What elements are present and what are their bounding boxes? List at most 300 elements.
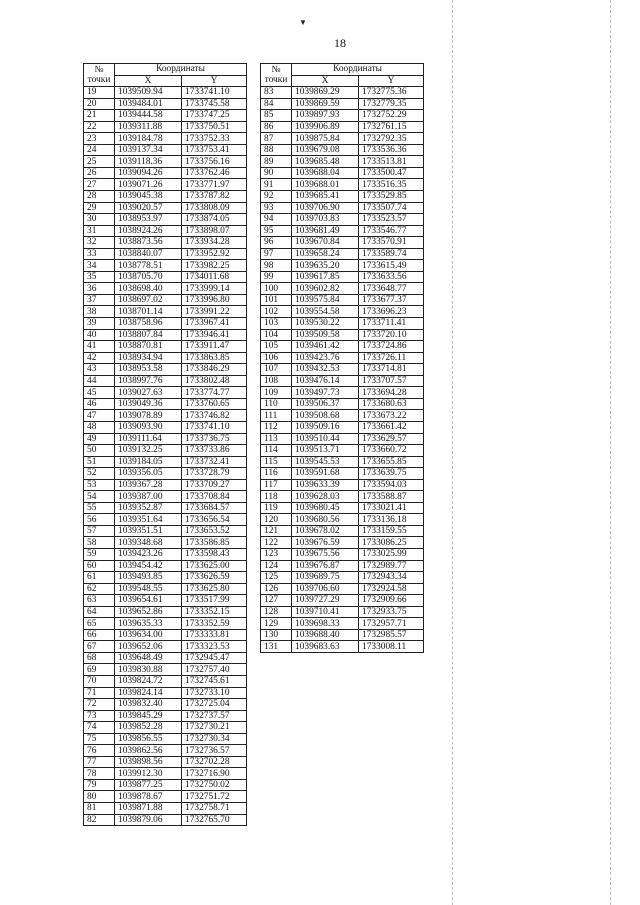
x-coordinate-cell: 1038698.40 [115,283,182,295]
x-coordinate-cell: 1039137.34 [115,144,182,156]
point-number-cell: 31 [84,225,115,237]
point-number-cell: 101 [261,294,292,306]
point-number-cell: 99 [261,271,292,283]
table-row [84,375,247,387]
x-coordinate-cell: 1039832.40 [115,699,182,711]
point-number-cell: 49 [84,433,115,445]
table-row [261,421,424,433]
table-row [261,479,424,491]
x-coordinate-cell: 1038697.02 [115,294,182,306]
y-coordinate-cell: 1733802.48 [182,375,247,387]
table-row [84,237,247,249]
x-coordinate-cell: 1039706.60 [292,583,359,595]
x-coordinate-cell: 1039869.59 [292,98,359,110]
table-row [84,803,247,815]
x-coordinate-cell: 1039094.26 [115,167,182,179]
point-number-cell: 111 [261,410,292,422]
y-coordinate-cell: 1733086.25 [359,537,424,549]
point-number-cell: 120 [261,514,292,526]
table-row [261,121,424,133]
x-coordinate-cell: 1039049.36 [115,398,182,410]
x-coordinate-cell: 1039454.42 [115,560,182,572]
point-number-cell: 94 [261,214,292,226]
point-number-cell: 83 [261,87,292,99]
table-row [84,525,247,537]
y-coordinate-cell: 1733513.81 [359,156,424,168]
point-number-cell: 98 [261,260,292,272]
point-number-cell: 20 [84,98,115,110]
x-coordinate-cell: 1039824.14 [115,687,182,699]
table-row [84,352,247,364]
x-coordinate-cell: 1039680.45 [292,502,359,514]
y-coordinate-cell: 1733680.63 [359,398,424,410]
point-number-cell: 33 [84,248,115,260]
table-row [84,699,247,711]
table-row [84,583,247,595]
x-coordinate-cell: 1039652.06 [115,641,182,653]
x-coordinate-cell: 1039351.51 [115,525,182,537]
x-coordinate-cell: 1039423.76 [292,352,359,364]
point-number-cell: 48 [84,421,115,433]
y-coordinate-cell: 1732737.57 [182,710,247,722]
y-coordinate-cell: 1732750.02 [182,779,247,791]
x-coordinate-cell: 1039635.20 [292,260,359,272]
table-row [84,87,247,99]
x-coordinate-cell: 1039352.87 [115,502,182,514]
table-row [261,98,424,110]
table-row [84,133,247,145]
point-number-cell: 124 [261,560,292,572]
y-coordinate-cell: 1732733.10 [182,687,247,699]
x-coordinate-cell: 1038953.58 [115,364,182,376]
point-number-cell: 117 [261,479,292,491]
point-number-cell: 107 [261,364,292,376]
y-coordinate-cell: 1732989.77 [359,560,424,572]
point-number-cell: 76 [84,745,115,757]
table-row [84,283,247,295]
point-number-cell: 63 [84,595,115,607]
y-coordinate-cell: 1732775.36 [359,87,424,99]
point-number-cell: 89 [261,156,292,168]
table-row [261,606,424,618]
scan-mark: ▼ [299,18,307,27]
y-coordinate-cell: 1733025.99 [359,548,424,560]
table-row [84,214,247,226]
x-coordinate-cell: 1038873.56 [115,237,182,249]
y-coordinate-cell: 1733677.37 [359,294,424,306]
x-coordinate-cell: 1039685.48 [292,156,359,168]
point-number-cell: 24 [84,144,115,156]
x-coordinate-cell: 1039824.72 [115,675,182,687]
point-number-cell: 38 [84,306,115,318]
point-number-cell: 95 [261,225,292,237]
coordinates-table-left [83,63,247,826]
table-row [84,722,247,734]
x-coordinate-cell: 1039484.01 [115,98,182,110]
y-coordinate-cell: 1733629.57 [359,433,424,445]
table-row [261,375,424,387]
table-row [84,318,247,330]
x-coordinate-cell: 1039493.85 [115,572,182,584]
x-coordinate-cell: 1039118.36 [115,156,182,168]
point-number-cell: 57 [84,525,115,537]
point-number-cell: 60 [84,560,115,572]
y-coordinate-cell: 1733516.35 [359,179,424,191]
y-coordinate-cell: 1732736.57 [182,745,247,757]
point-number-cell: 81 [84,803,115,815]
point-number-cell: 96 [261,237,292,249]
point-number-cell: 123 [261,548,292,560]
table-row [84,814,247,826]
y-coordinate-cell: 1733625.80 [182,583,247,595]
x-coordinate-cell: 1039311.88 [115,121,182,133]
x-coordinate-cell: 1039530.22 [292,318,359,330]
table-row [261,167,424,179]
x-coordinate-cell: 1039545.53 [292,456,359,468]
point-number-cell: 110 [261,398,292,410]
y-coordinate-cell: 1733771.97 [182,179,247,191]
y-coordinate-cell: 1733714.81 [359,364,424,376]
point-number-cell: 85 [261,110,292,122]
y-coordinate-cell: 1733733.86 [182,445,247,457]
y-coordinate-cell: 1733633.56 [359,271,424,283]
point-number-cell: 80 [84,791,115,803]
point-number-cell: 71 [84,687,115,699]
point-number-cell: 44 [84,375,115,387]
y-coordinate-cell: 1733760.65 [182,398,247,410]
table-row [261,560,424,572]
y-coordinate-cell: 1734011.68 [182,271,247,283]
table-row [84,791,247,803]
y-coordinate-cell: 1733967.41 [182,318,247,330]
table-row [84,502,247,514]
y-coordinate-cell: 1733517.99 [182,595,247,607]
point-number-cell: 82 [84,814,115,826]
point-number-cell: 26 [84,167,115,179]
x-coordinate-cell: 1039444.58 [115,110,182,122]
y-coordinate-cell: 1733946.41 [182,329,247,341]
point-number-cell: 54 [84,491,115,503]
y-coordinate-cell: 1733639.75 [359,468,424,480]
y-coordinate-cell: 1733750.51 [182,121,247,133]
table-row [84,191,247,203]
y-coordinate-cell: 1733660.72 [359,445,424,457]
table-row [261,156,424,168]
x-coordinate-cell: 1039132.25 [115,445,182,457]
point-number-cell: 103 [261,318,292,330]
x-coordinate-cell: 1039575.84 [292,294,359,306]
point-number-cell: 22 [84,121,115,133]
y-coordinate-cell: 1733323.53 [182,641,247,653]
point-number-cell: 75 [84,733,115,745]
point-number-cell: 93 [261,202,292,214]
header-num-sub: точки [264,75,288,86]
x-coordinate-cell: 1039497.73 [292,387,359,399]
x-coordinate-cell: 1039635.33 [115,618,182,630]
point-number-cell: 69 [84,664,115,676]
y-coordinate-cell: 1733594.03 [359,479,424,491]
y-coordinate-cell: 1733588.87 [359,491,424,503]
table-row [84,618,247,630]
y-coordinate-cell: 1733991.22 [182,306,247,318]
point-number-cell: 128 [261,606,292,618]
table-row [261,225,424,237]
y-coordinate-cell: 1732745.61 [182,675,247,687]
x-coordinate-cell: 1039688.01 [292,179,359,191]
x-coordinate-cell: 1038807.84 [115,329,182,341]
y-coordinate-cell: 1733728.79 [182,468,247,480]
y-coordinate-cell: 1733741.10 [182,87,247,99]
point-number-cell: 59 [84,548,115,560]
table-row [261,502,424,514]
table-row [84,491,247,503]
x-coordinate-cell: 1038705.70 [115,271,182,283]
x-coordinate-cell: 1039617.85 [292,271,359,283]
table-row [84,248,247,260]
y-coordinate-cell: 1733736.75 [182,433,247,445]
point-number-cell: 113 [261,433,292,445]
table-row [261,306,424,318]
point-number-cell: 106 [261,352,292,364]
y-coordinate-cell: 1733999.14 [182,283,247,295]
x-coordinate-cell: 1039628.03 [292,491,359,503]
y-coordinate-cell: 1732761.15 [359,121,424,133]
table-row [261,514,424,526]
table-row [84,167,247,179]
y-coordinate-cell: 1733753.41 [182,144,247,156]
table-row [261,87,424,99]
table-row [261,468,424,480]
x-coordinate-cell: 1039367.28 [115,479,182,491]
x-coordinate-cell: 1039461.42 [292,341,359,353]
y-coordinate-cell: 1733656.54 [182,514,247,526]
y-coordinate-cell: 1733745.58 [182,98,247,110]
scan-edge-line [610,0,611,905]
x-coordinate-cell: 1039591.68 [292,468,359,480]
y-coordinate-cell: 1732945.47 [182,652,247,664]
x-coordinate-cell: 1039548.55 [115,583,182,595]
y-coordinate-cell: 1733952.92 [182,248,247,260]
y-coordinate-cell: 1733333.81 [182,629,247,641]
x-coordinate-cell: 1039912.30 [115,768,182,780]
point-number-cell: 51 [84,456,115,468]
point-number-cell: 70 [84,675,115,687]
x-coordinate-cell: 1039387.00 [115,491,182,503]
y-coordinate-cell: 1733661.42 [359,421,424,433]
table-row [261,410,424,422]
y-coordinate-cell: 1733523.57 [359,214,424,226]
table-row [84,710,247,722]
table-row [84,560,247,572]
x-coordinate-cell: 1039897.93 [292,110,359,122]
x-coordinate-cell: 1039423.26 [115,548,182,560]
header-num-label: № [94,65,104,76]
point-number-cell: 118 [261,491,292,503]
header-point-number [261,64,292,87]
x-coordinate-cell: 1039683.63 [292,641,359,653]
point-number-cell: 72 [84,699,115,711]
x-coordinate-cell: 1039045.38 [115,191,182,203]
table-row [84,410,247,422]
table-row [261,271,424,283]
point-number-cell: 129 [261,618,292,630]
table-row [261,433,424,445]
point-number-cell: 65 [84,618,115,630]
x-coordinate-cell: 1039634.00 [115,629,182,641]
x-coordinate-cell: 1039830.88 [115,664,182,676]
y-coordinate-cell: 1732909.66 [359,595,424,607]
point-number-cell: 25 [84,156,115,168]
table-row [84,110,247,122]
point-number-cell: 67 [84,641,115,653]
x-coordinate-cell: 1039020.57 [115,202,182,214]
y-coordinate-cell: 1732792.35 [359,133,424,145]
table-row [84,548,247,560]
y-coordinate-cell: 1733808.09 [182,202,247,214]
y-coordinate-cell: 1733746.82 [182,410,247,422]
x-coordinate-cell: 1039852.28 [115,722,182,734]
table-row [261,110,424,122]
point-number-cell: 121 [261,525,292,537]
point-number-cell: 131 [261,641,292,653]
table-row [84,733,247,745]
table-row [84,629,247,641]
point-number-cell: 74 [84,722,115,734]
point-number-cell: 56 [84,514,115,526]
table-row [84,294,247,306]
table-row [261,525,424,537]
point-number-cell: 108 [261,375,292,387]
table-row [261,572,424,584]
point-number-cell: 97 [261,248,292,260]
point-number-cell: 29 [84,202,115,214]
y-coordinate-cell: 1733536.36 [359,144,424,156]
table-row [84,121,247,133]
y-coordinate-cell: 1733774.77 [182,387,247,399]
table-row [84,675,247,687]
y-coordinate-cell: 1732924.58 [359,583,424,595]
y-coordinate-cell: 1733724.86 [359,341,424,353]
point-number-cell: 100 [261,283,292,295]
point-number-cell: 36 [84,283,115,295]
point-number-cell: 91 [261,179,292,191]
y-coordinate-cell: 1732757.40 [182,664,247,676]
table-row [261,595,424,607]
x-coordinate-cell: 1038924.26 [115,225,182,237]
y-coordinate-cell: 1733787.82 [182,191,247,203]
table-row [261,398,424,410]
x-coordinate-cell: 1039679.08 [292,144,359,156]
point-number-cell: 66 [84,629,115,641]
point-number-cell: 55 [84,502,115,514]
table-row [84,179,247,191]
y-coordinate-cell: 1732730.21 [182,722,247,734]
y-coordinate-cell: 1733684.57 [182,502,247,514]
y-coordinate-cell: 1733726.11 [359,352,424,364]
y-coordinate-cell: 1733846.29 [182,364,247,376]
x-coordinate-cell: 1039856.55 [115,733,182,745]
point-number-cell: 130 [261,629,292,641]
table-row [84,779,247,791]
y-coordinate-cell: 1732702.28 [182,756,247,768]
table-row [261,456,424,468]
x-coordinate-cell: 1038840.07 [115,248,182,260]
x-coordinate-cell: 1039675.56 [292,548,359,560]
x-coordinate-cell: 1039071.26 [115,179,182,191]
x-coordinate-cell: 1039078.89 [115,410,182,422]
table-row [84,756,247,768]
point-number-cell: 87 [261,133,292,145]
point-number-cell: 119 [261,502,292,514]
x-coordinate-cell: 1039689.75 [292,572,359,584]
table-row [261,352,424,364]
page-number: 18 [334,36,346,50]
table-row [261,179,424,191]
table-row [261,214,424,226]
table-row [84,468,247,480]
table-row [84,156,247,168]
y-coordinate-cell: 1733696.23 [359,306,424,318]
table-row [261,364,424,376]
x-coordinate-cell: 1039658.24 [292,248,359,260]
x-coordinate-cell: 1039093.90 [115,421,182,433]
x-coordinate-cell: 1039356.05 [115,468,182,480]
x-coordinate-cell: 1039184.05 [115,456,182,468]
header-x: X [115,75,182,87]
x-coordinate-cell: 1039688.04 [292,167,359,179]
x-coordinate-cell: 1038758.96 [115,318,182,330]
x-coordinate-cell: 1039648.49 [115,652,182,664]
y-coordinate-cell: 1733863.85 [182,352,247,364]
y-coordinate-cell: 1733021.41 [359,502,424,514]
point-number-cell: 115 [261,456,292,468]
y-coordinate-cell: 1733673.22 [359,410,424,422]
coordinates-table-right [260,63,424,653]
y-coordinate-cell: 1733732.41 [182,456,247,468]
table-row [261,641,424,653]
x-coordinate-cell: 1039348.68 [115,537,182,549]
y-coordinate-cell: 1733982.25 [182,260,247,272]
y-coordinate-cell: 1732758.71 [182,803,247,815]
table-row [84,572,247,584]
x-coordinate-cell: 1039680.56 [292,514,359,526]
table-row [261,318,424,330]
point-number-cell: 21 [84,110,115,122]
x-coordinate-cell: 1039676.87 [292,560,359,572]
point-number-cell: 114 [261,445,292,457]
x-coordinate-cell: 1039508.68 [292,410,359,422]
x-coordinate-cell: 1039351.64 [115,514,182,526]
point-number-cell: 73 [84,710,115,722]
table-row [84,364,247,376]
point-number-cell: 50 [84,445,115,457]
point-number-cell: 58 [84,537,115,549]
table-row [84,202,247,214]
table-row [84,341,247,353]
x-coordinate-cell: 1038953.97 [115,214,182,226]
x-coordinate-cell: 1039652.86 [115,606,182,618]
point-number-cell: 104 [261,329,292,341]
table-row [261,618,424,630]
x-coordinate-cell: 1039111.64 [115,433,182,445]
y-coordinate-cell: 1733008.11 [359,641,424,653]
x-coordinate-cell: 1039476.14 [292,375,359,387]
y-coordinate-cell: 1732725.04 [182,699,247,711]
table-row [84,260,247,272]
y-coordinate-cell: 1733741.10 [182,421,247,433]
x-coordinate-cell: 1039678.02 [292,525,359,537]
point-number-cell: 28 [84,191,115,203]
